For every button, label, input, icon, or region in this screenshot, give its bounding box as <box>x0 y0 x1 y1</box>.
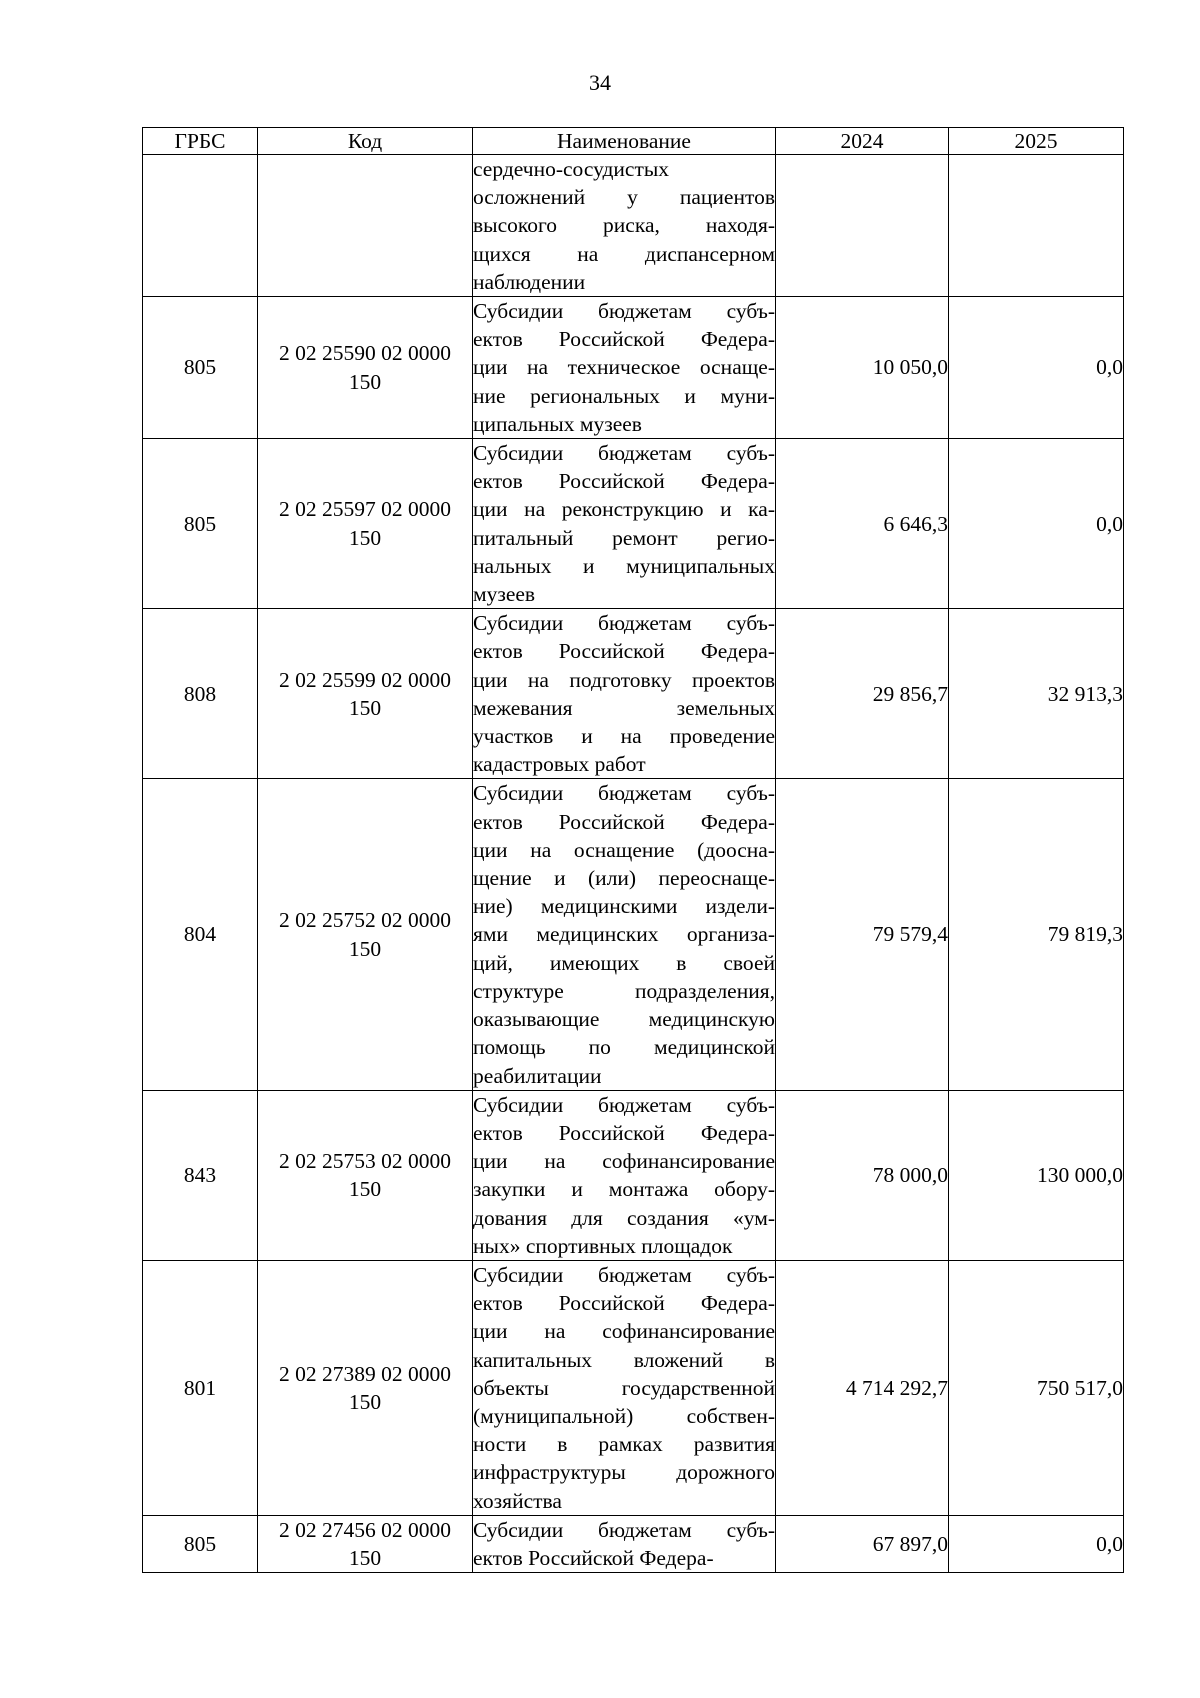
code-line: 2 02 27456 02 0000 <box>279 1517 451 1542</box>
code-line: 150 <box>348 1545 382 1570</box>
header-code: Код <box>258 128 473 155</box>
cell-name <box>473 439 776 609</box>
header-grbs: ГРБС <box>143 128 258 155</box>
code-line: 150 <box>348 369 382 394</box>
name-line: Субсидии бюджетам субъ- <box>473 781 775 806</box>
name-line: ектов Российской Федера- <box>473 809 775 834</box>
name-line: наблюдении <box>473 269 586 294</box>
name-line: дования для создания «ум- <box>473 1205 775 1230</box>
name-line: ектов Российской Федера- <box>473 1545 714 1570</box>
cell-grbs: 808 <box>143 609 258 779</box>
name-line: Субсидии бюджетам субъ- <box>473 611 775 636</box>
name-line: структуре подразделения, <box>473 978 775 1003</box>
name-line: реабилитации <box>473 1063 602 1088</box>
code-line: 2 02 25752 02 0000 <box>279 908 451 933</box>
code-line: 2 02 25599 02 0000 <box>279 667 451 692</box>
name-line: закупки и монтажа обору- <box>473 1177 775 1202</box>
header-2025: 2025 <box>949 128 1124 155</box>
name-line: участков и на проведение <box>473 724 775 749</box>
name-line: ние) медицинскими издели- <box>473 894 775 919</box>
cell-grbs: 805 <box>143 1515 258 1572</box>
name-line: ние региональных и муни- <box>473 383 775 408</box>
header-row <box>143 128 1124 155</box>
cell-2025: 130 000,0 <box>949 1090 1124 1260</box>
name-line: Субсидии бюджетам субъ- <box>473 299 775 324</box>
cell-code <box>258 609 473 779</box>
cell-grbs: 804 <box>143 779 258 1090</box>
name-line: ектов Российской Федера- <box>473 639 775 664</box>
name-line: ции на софинансирование <box>473 1149 775 1174</box>
cell-name <box>473 779 776 1090</box>
code-line: 150 <box>348 936 382 961</box>
name-line: ектов Российской Федера- <box>473 1291 775 1316</box>
cell-code <box>258 155 473 297</box>
name-line: ций, имеющих в своей <box>473 950 775 975</box>
cell-grbs: 801 <box>143 1260 258 1515</box>
cell-code <box>258 1260 473 1515</box>
name-line: ных» спортивных площадок <box>473 1233 733 1258</box>
table-row <box>143 609 1124 779</box>
name-line: музеев <box>473 582 536 607</box>
cell-name <box>473 1090 776 1260</box>
name-line: (муниципальной) собствен- <box>473 1403 775 1428</box>
cell-name <box>473 1515 776 1572</box>
cell-2024: 79 579,4 <box>776 779 949 1090</box>
name-line: объекты государственной <box>473 1375 775 1400</box>
name-line: сердечно-сосудистых <box>473 157 670 181</box>
cell-grbs <box>143 155 258 297</box>
table-body <box>143 155 1124 1573</box>
table-header <box>143 128 1124 155</box>
name-line: ектов Российской Федера- <box>473 1120 775 1145</box>
name-line: оказывающие медицинскую <box>473 1007 775 1032</box>
page-number: 34 <box>589 70 611 95</box>
name-line: Субсидии бюджетам субъ- <box>473 1092 775 1117</box>
code-line: 2 02 25753 02 0000 <box>279 1149 451 1174</box>
cell-2024: 78 000,0 <box>776 1090 949 1260</box>
name-line: ции на софинансирование <box>473 1319 775 1344</box>
name-line: ями медицинских организа- <box>473 922 775 947</box>
table-row <box>143 439 1124 609</box>
cell-2024 <box>776 155 949 297</box>
cell-2025: 0,0 <box>949 439 1124 609</box>
cell-2025: 79 819,3 <box>949 779 1124 1090</box>
cell-name <box>473 155 776 297</box>
name-line: ектов Российской Федера- <box>473 327 775 352</box>
cell-grbs: 843 <box>143 1090 258 1260</box>
name-line: щихся на диспансерном <box>473 241 775 266</box>
name-line: ции на оснащение (доосна- <box>473 837 775 862</box>
code-line: 150 <box>348 1177 382 1202</box>
name-line: ности в рамках развития <box>473 1432 775 1457</box>
cell-code <box>258 1515 473 1572</box>
table-row <box>143 297 1124 439</box>
name-line: хозяйства <box>473 1488 562 1513</box>
name-line: Субсидии бюджетам субъ- <box>473 1262 775 1287</box>
cell-2025: 0,0 <box>949 1515 1124 1572</box>
cell-name <box>473 1260 776 1515</box>
name-line: инфраструктуры дорожного <box>473 1460 775 1485</box>
cell-2024: 6 646,3 <box>776 439 949 609</box>
code-line: 2 02 25590 02 0000 <box>279 341 451 366</box>
budget-table <box>142 127 1124 1573</box>
cell-2025 <box>949 155 1124 297</box>
cell-code <box>258 439 473 609</box>
name-line: щение и (или) переоснаще- <box>473 866 775 891</box>
cell-name <box>473 609 776 779</box>
code-line: 2 02 27389 02 0000 <box>279 1361 451 1386</box>
cell-2024: 67 897,0 <box>776 1515 949 1572</box>
cell-grbs: 805 <box>143 439 258 609</box>
name-line: ции на реконструкцию и ка- <box>473 497 775 522</box>
cell-code <box>258 779 473 1090</box>
table-row <box>143 155 1124 297</box>
name-line: Субсидии бюджетам субъ- <box>473 1517 775 1542</box>
table-row <box>143 1260 1124 1515</box>
cell-2025: 0,0 <box>949 297 1124 439</box>
cell-name <box>473 297 776 439</box>
cell-2025: 750 517,0 <box>949 1260 1124 1515</box>
name-line: ектов Российской Федера- <box>473 469 775 494</box>
code-line: 150 <box>348 525 382 550</box>
cell-2024: 4 714 292,7 <box>776 1260 949 1515</box>
cell-2024: 10 050,0 <box>776 297 949 439</box>
table-row <box>143 1515 1124 1572</box>
code-line: 150 <box>348 695 382 720</box>
name-line: ции на техническое оснаще- <box>473 355 775 380</box>
cell-code <box>258 1090 473 1260</box>
header-name: Наименование <box>473 128 776 155</box>
name-line: высокого риска, находя- <box>473 213 775 238</box>
cell-grbs: 805 <box>143 297 258 439</box>
cell-code <box>258 297 473 439</box>
table-row <box>143 1090 1124 1260</box>
table-row <box>143 779 1124 1090</box>
cell-2024: 29 856,7 <box>776 609 949 779</box>
name-line: помощь по медицинской <box>473 1035 775 1060</box>
name-line: нальных и муниципальных <box>473 553 775 578</box>
cell-2025: 32 913,3 <box>949 609 1124 779</box>
name-line: капитальных вложений в <box>473 1347 775 1372</box>
name-line: осложнений у пациентов <box>473 185 775 210</box>
header-2024: 2024 <box>776 128 949 155</box>
name-line: питальный ремонт регио- <box>473 525 775 550</box>
name-line: ципальных музеев <box>473 411 642 436</box>
code-line: 2 02 25597 02 0000 <box>279 497 451 522</box>
name-line: межевания земельных <box>473 695 775 720</box>
name-line: кадастровых работ <box>473 752 646 777</box>
name-line: Субсидии бюджетам субъ- <box>473 441 775 466</box>
name-line: ции на подготовку проектов <box>473 667 775 692</box>
code-line: 150 <box>348 1389 382 1414</box>
